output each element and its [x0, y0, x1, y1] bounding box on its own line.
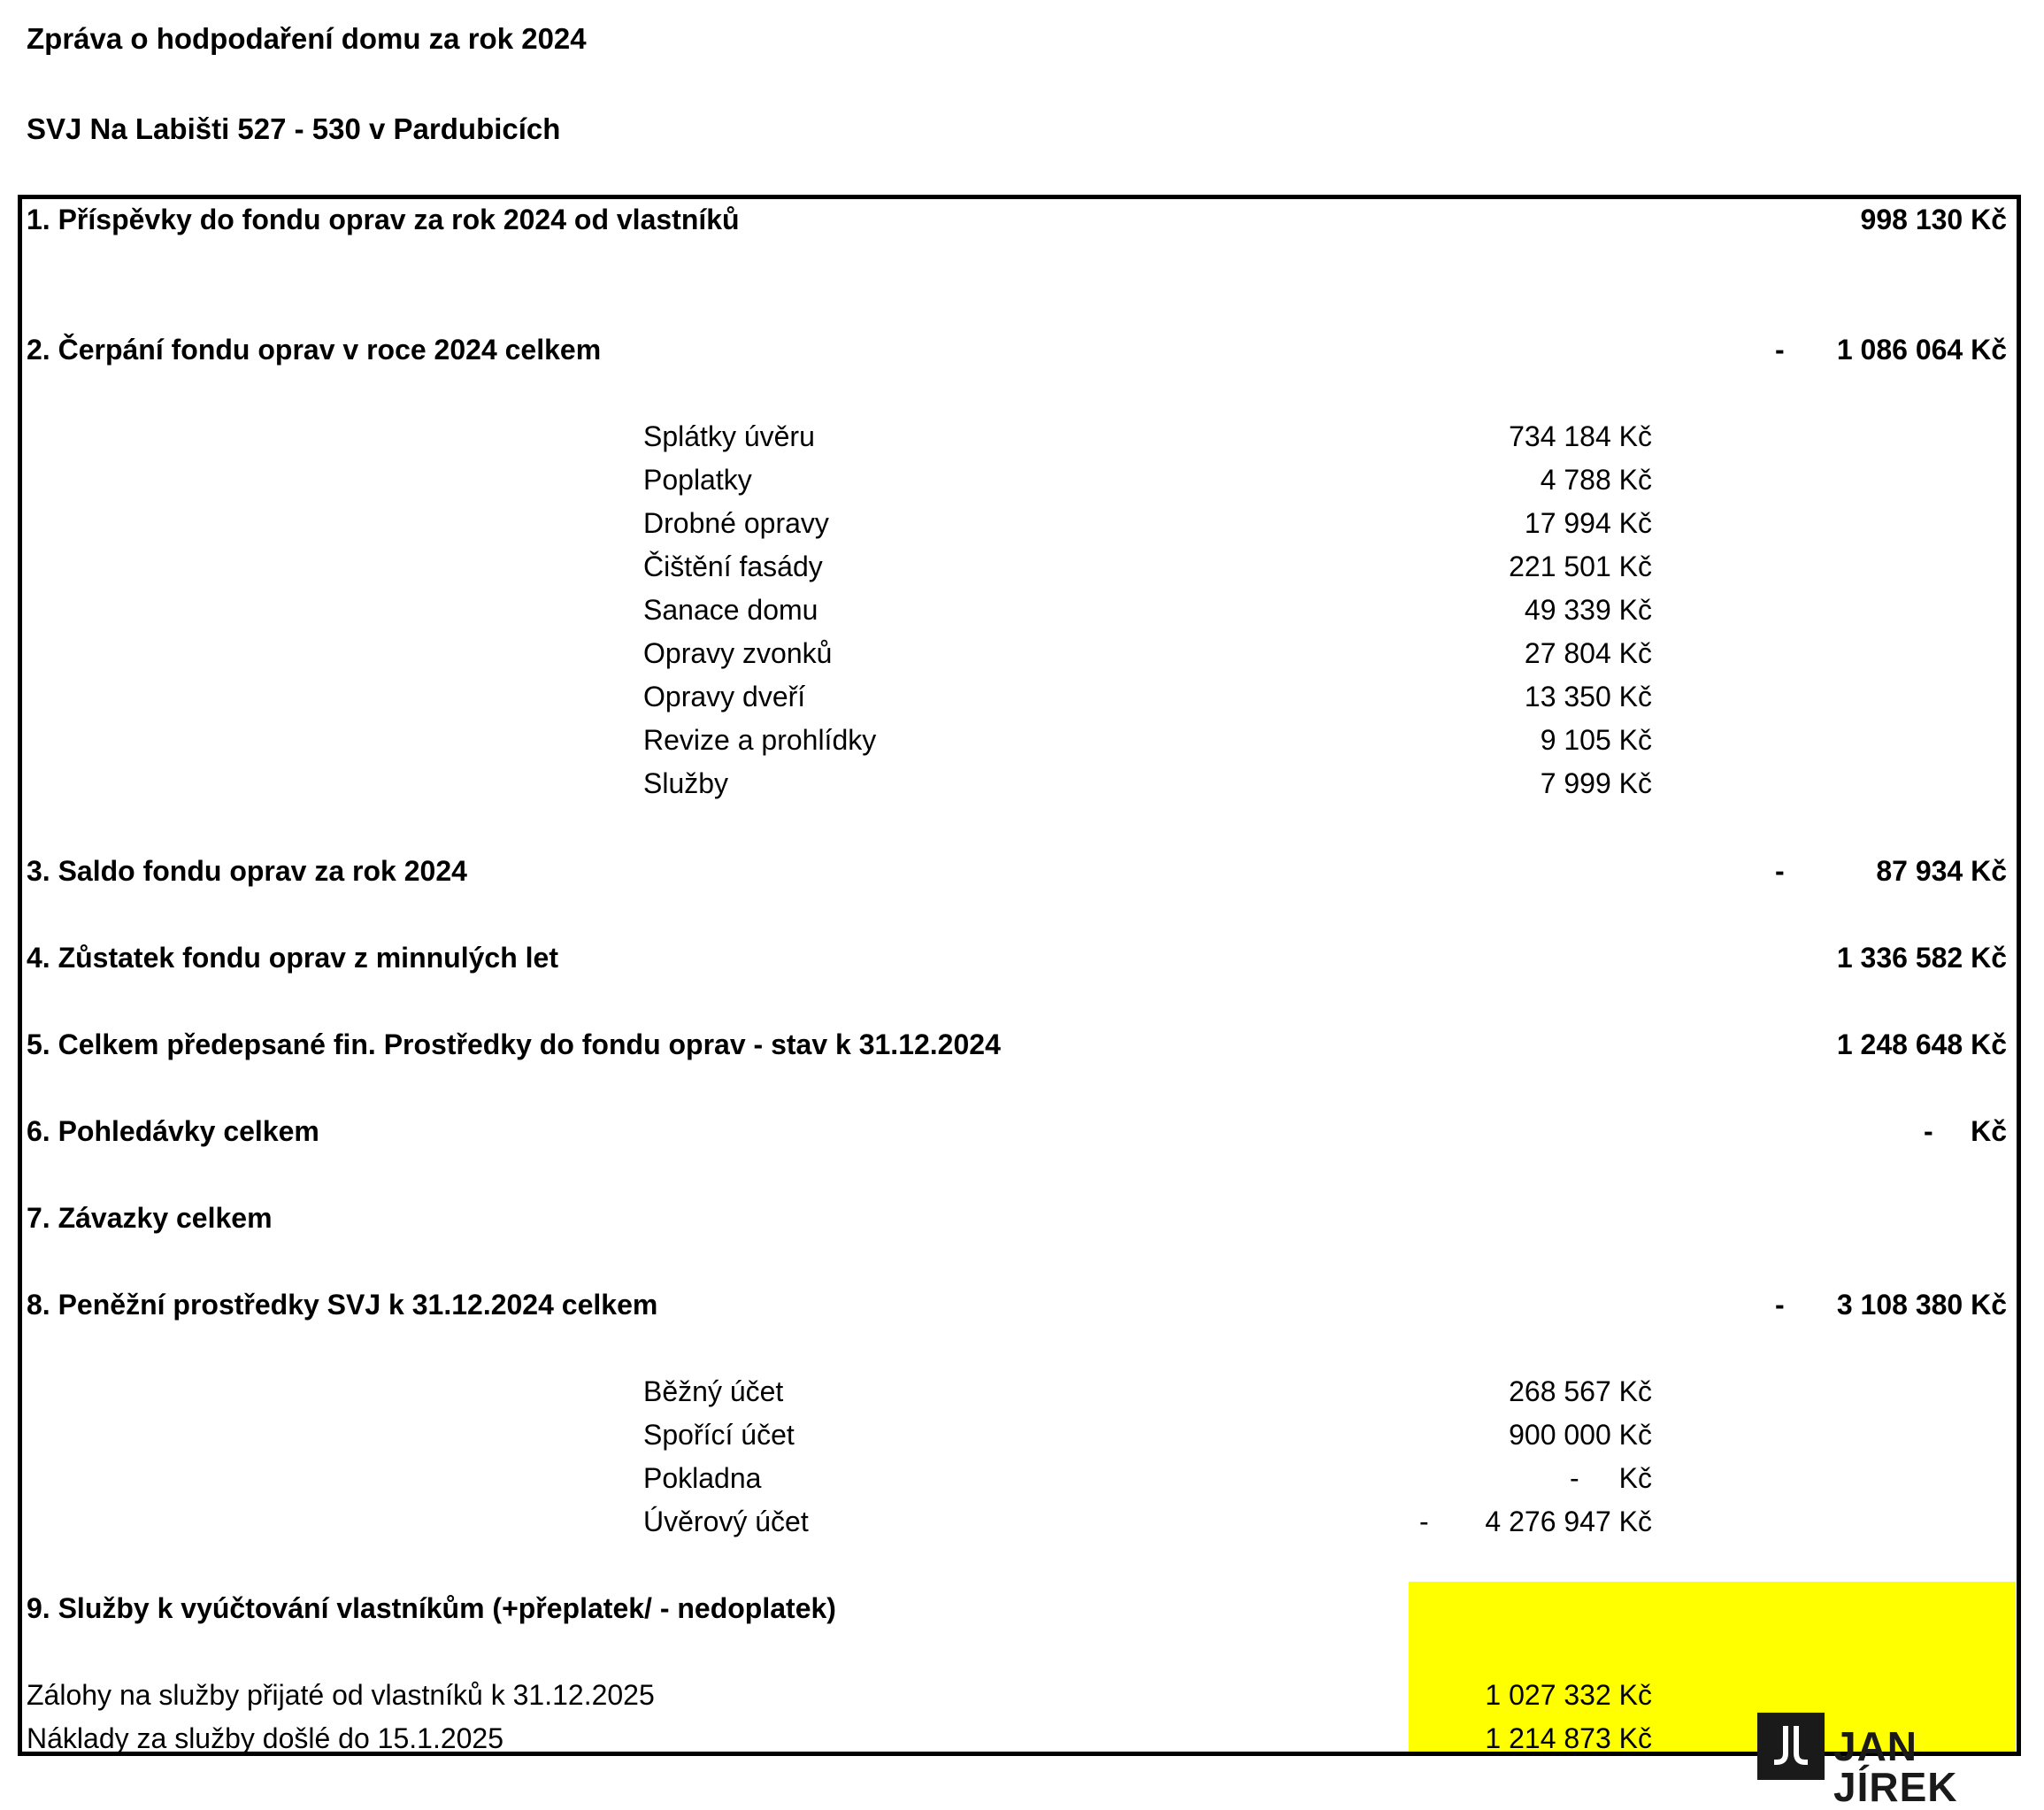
section-7-label: 7. Závazky celkem [27, 1202, 273, 1234]
expense-label: Splátky úvěru [643, 420, 815, 452]
account-label: Úvěrový účet [643, 1506, 809, 1537]
account-value: 900 000 Kč [1509, 1419, 1652, 1451]
service-label: Náklady za služby došlé do 15.1.2025 [27, 1722, 504, 1754]
service-value: 1 027 332 Kč [1485, 1679, 1652, 1711]
section-5-value: 1 248 648 Kč [1836, 1028, 2007, 1060]
account-value: 4 276 947 Kč [1485, 1506, 1652, 1537]
document-title: Zpráva o hodpodaření domu za rok 2024 [27, 22, 587, 55]
expense-label: Drobné opravy [643, 507, 829, 539]
section-3-label: 3. Saldo fondu oprav za rok 2024 [27, 855, 467, 887]
section-9-label: 9. Služby k vyúčtování vlastníkům (+přeplatek/ - nedoplatek) [27, 1592, 836, 1624]
section-2-sign: - [1775, 334, 1785, 366]
section-3-value: 87 934 Kč [1876, 855, 2007, 887]
section-1-label: 1. Příspěvky do fondu oprav za rok 2024 od vlastníků [27, 204, 740, 235]
expense-value: 7 999 Kč [1540, 767, 1652, 799]
section-8-sign: - [1775, 1289, 1785, 1321]
expense-label: Čištění fasády [643, 551, 823, 582]
expense-value: 27 804 Kč [1524, 637, 1652, 669]
account-label: Spořící účet [643, 1419, 795, 1451]
account-label: Pokladna [643, 1462, 762, 1494]
section-6-unit: Kč [1971, 1115, 2007, 1147]
section-4-label: 4. Zůstatek fondu oprav z minnulých let [27, 942, 558, 974]
account-sign: - [1419, 1506, 1429, 1537]
service-label: Zálohy na služby přijaté od vlastníků k 31.12.2025 [27, 1679, 655, 1711]
section-5-label: 5. Celkem předepsané fin. Prostředky do fondu oprav - stav k 31.12.2024 [27, 1028, 1001, 1060]
expense-value: 9 105 Kč [1540, 724, 1652, 756]
expense-value: 4 788 Kč [1540, 464, 1652, 496]
section-4-value: 1 336 582 Kč [1836, 942, 2007, 974]
expense-label: Poplatky [643, 464, 752, 496]
expense-label: Služby [643, 767, 729, 799]
service-value: 1 214 873 Kč [1485, 1722, 1652, 1754]
section-6-sign: - [1924, 1115, 1933, 1147]
account-label: Běžný účet [643, 1375, 784, 1407]
logo-mark-icon [1757, 1713, 1825, 1780]
expense-value: 17 994 Kč [1524, 507, 1652, 539]
section-2-label: 2. Čerpání fondu oprav v roce 2024 celkem [27, 334, 602, 366]
expense-label: Revize a prohlídky [643, 724, 877, 756]
expense-value: 221 501 Kč [1509, 551, 1652, 582]
expense-label: Sanace domu [643, 594, 818, 626]
document-subtitle: SVJ Na Labišti 527 - 530 v Pardubicích [27, 112, 561, 145]
expense-label: Opravy dveří [643, 681, 806, 712]
expense-value: 49 339 Kč [1524, 594, 1652, 626]
expense-value: 13 350 Kč [1524, 681, 1652, 712]
logo-text: JAN JÍREK [1833, 1723, 1958, 1810]
section-3-sign: - [1775, 855, 1785, 887]
report-table-frame [18, 195, 2021, 1756]
account-sign: - [1570, 1462, 1579, 1494]
section-1-value: 998 130 Kč [1860, 204, 2007, 235]
expense-label: Opravy zvonků [643, 637, 833, 669]
section-6-label: 6. Pohledávky celkem [27, 1115, 319, 1147]
section-2-value: 1 086 064 Kč [1836, 334, 2007, 366]
section-8-label: 8. Peněžní prostředky SVJ k 31.12.2024 celkem [27, 1289, 658, 1321]
account-unit: Kč [1618, 1462, 1652, 1494]
section-8-value: 3 108 380 Kč [1836, 1289, 2007, 1321]
account-value: 268 567 Kč [1509, 1375, 1652, 1407]
expense-value: 734 184 Kč [1509, 420, 1652, 452]
